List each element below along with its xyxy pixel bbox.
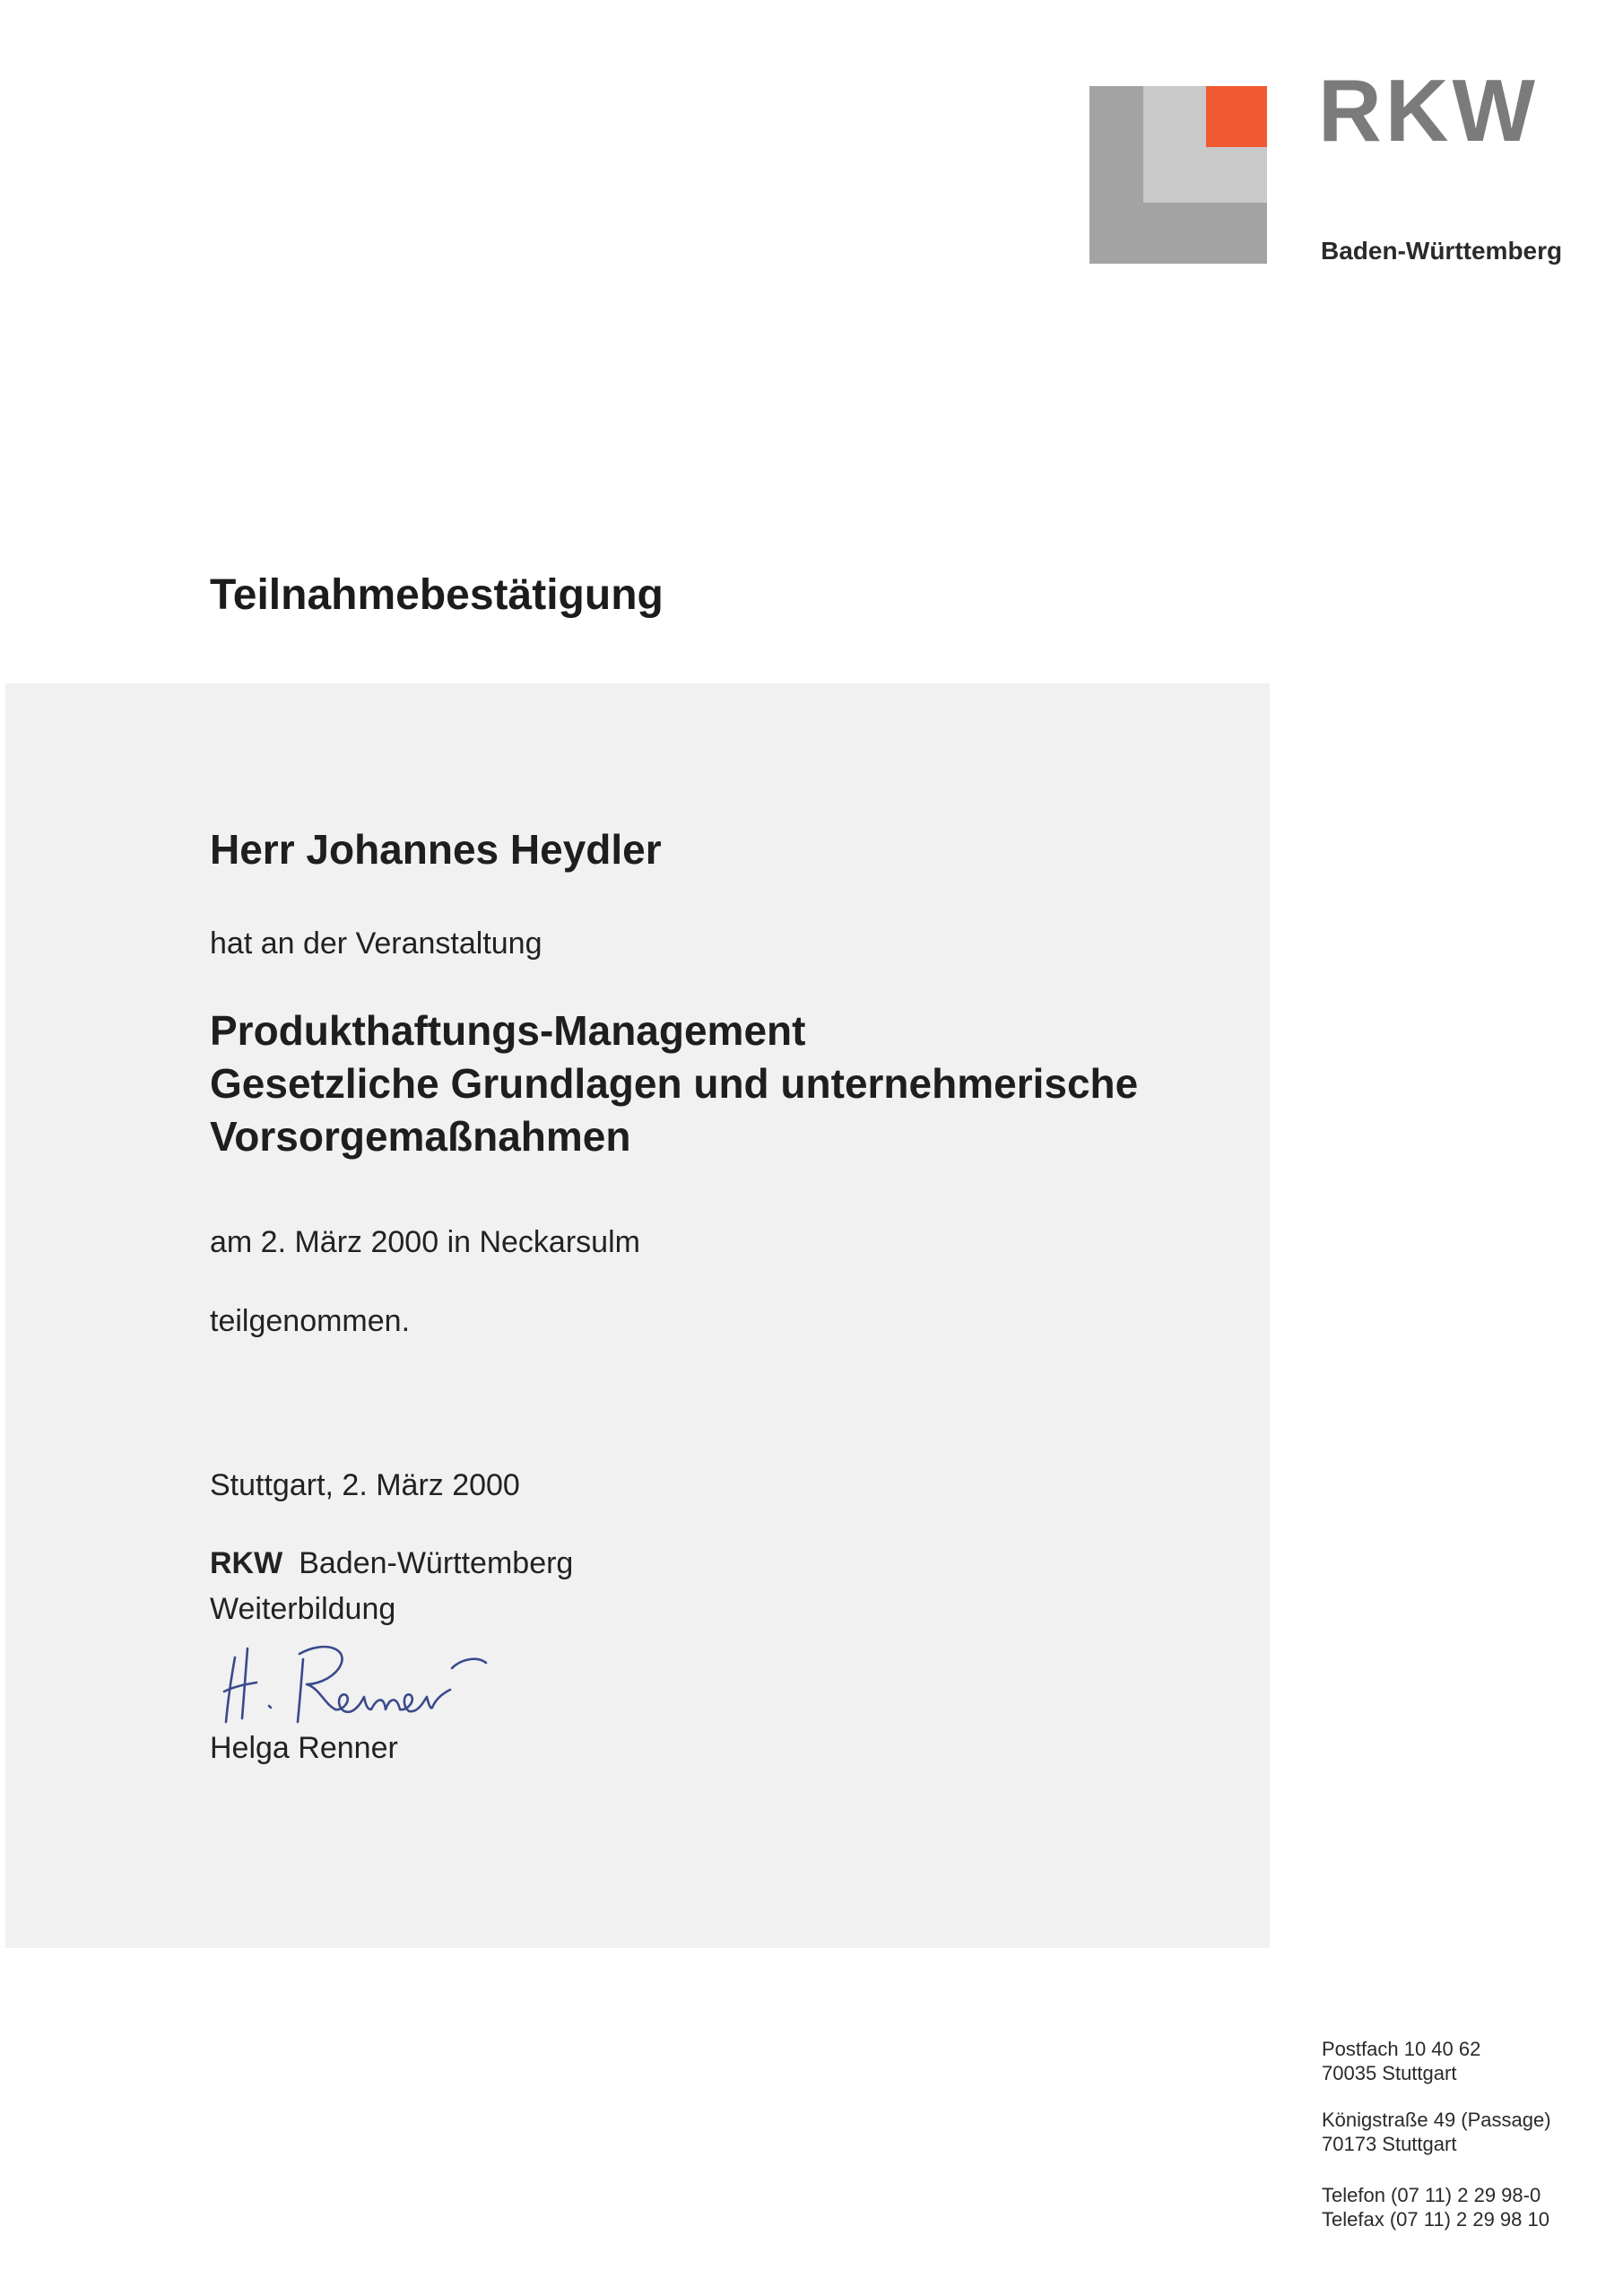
po-city: 70035 Stuttgart	[1322, 2062, 1457, 2084]
organization-line	[210, 1546, 573, 1581]
organization-abbr: RKW	[210, 1546, 283, 1580]
street-city: 70173 Stuttgart	[1322, 2133, 1457, 2155]
closing-text: teilgenommen.	[210, 1304, 411, 1338]
event-date-place: am 2. März 2000 in Neckarsulm	[210, 1225, 640, 1259]
street: Königstraße 49 (Passage)	[1322, 2109, 1551, 2131]
rkw-logo-mark	[1089, 86, 1267, 264]
po-box: Postfach 10 40 62	[1322, 2038, 1481, 2060]
event-title	[210, 1004, 1138, 1163]
department: Weiterbildung	[210, 1592, 396, 1626]
issue-place-date: Stuttgart, 2. März 2000	[210, 1468, 520, 1502]
recipient-name: Herr Johannes Heydler	[210, 826, 662, 873]
event-title-line: Vorsorgemaßnahmen	[210, 1113, 631, 1160]
logo-wordmark: RKW	[1318, 61, 1540, 160]
fax-number: Telefax (07 11) 2 29 98 10	[1322, 2208, 1549, 2231]
phone-number: Telefon (07 11) 2 29 98-0	[1322, 2184, 1541, 2206]
contact-numbers	[1322, 2183, 1549, 2231]
logo-region: Baden-Württemberg	[1321, 237, 1563, 265]
certificate-panel	[5, 683, 1270, 1948]
signer-name: Helga Renner	[210, 1731, 398, 1765]
organization-region: Baden-Württemberg	[299, 1546, 574, 1580]
intro-text: hat an der Veranstaltung	[210, 926, 542, 961]
document-title: Teilnahmebestätigung	[210, 571, 664, 619]
event-title-line: Produkthaftungs-Management	[210, 1007, 806, 1054]
event-title-line: Gesetzliche Grundlagen und unternehmerische	[210, 1060, 1139, 1107]
logo-accent-square	[1206, 86, 1267, 147]
handwritten-signature	[217, 1632, 513, 1731]
postal-address	[1322, 2037, 1480, 2085]
street-address	[1322, 2108, 1551, 2156]
